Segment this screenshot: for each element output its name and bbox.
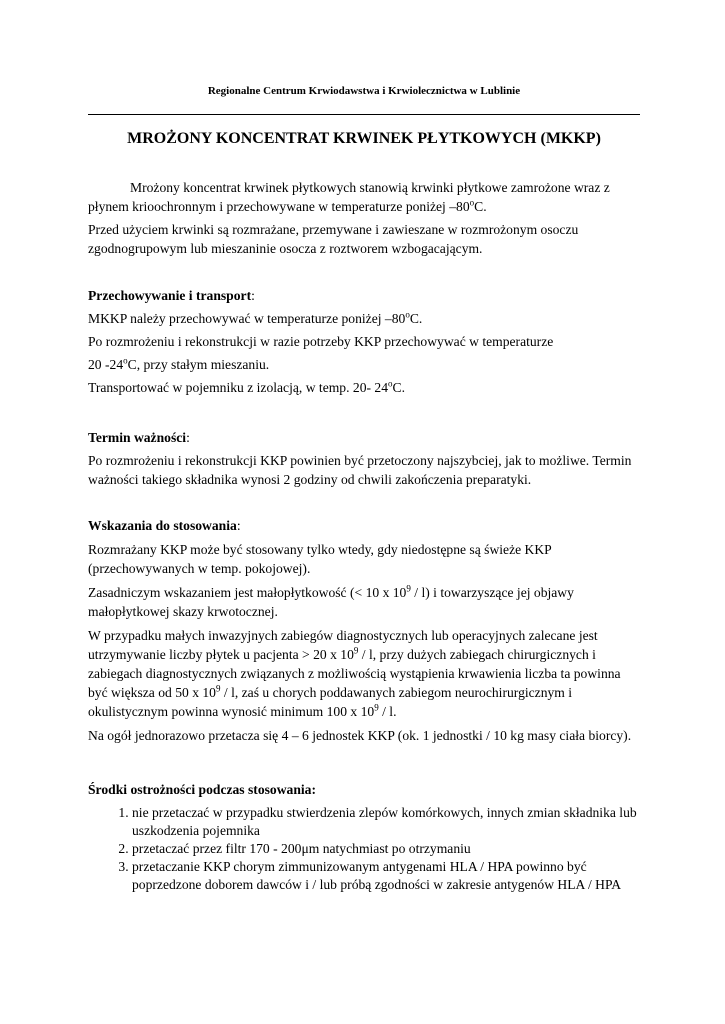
storage-line-4: Transportować w pojemniku z izolacją, w temp. 20- 24$^o$C. [88,378,405,395]
expiry-section [88,428,640,489]
storage-line-1: MKKP należy przechowywać w temperaturze poniżej –80$^o$C. [88,309,423,326]
precautions-list [88,804,640,894]
indications-section [88,516,640,745]
storage-heading: Przechowywanie i transport: [88,288,255,303]
page-title: MROŻONY KONCENTRAT KRWINEK PŁYTKOWYCH (MKKP) [127,130,601,147]
storage-line-2: Po rozmrożeniu i rekonstrukcji w razie potrzeby KKP przechowywać w temperaturze [88,334,554,349]
indications-paragraph-3: W przypadku małych inwazyjnych zabiegów diagnostycznych lub operacyjnych zalecane jest utrzymywanie liczby płytek u pacjenta > 20 x $10^9$ / l, przy dużych zabiegach chirurgicznych i zabiegach diagnostycznych związanych z możliwością wystąpienia krwawienia liczba ta powinna być większa od 50 x $10^9$ / l, zaś u chorych poddawanych zabiegom neurochirurgicznym i okulistycznym powinna wynosić minimum 100 x $10^9$ / l. [88,628,621,719]
indications-heading: Wskazania do stosowania: [88,518,241,533]
storage-section [88,286,640,397]
list-item: 2. przetaczać przez filtr 170 - 200μm natychmiast po otrzymaniu [132,840,640,858]
storage-line-3: 20 -24$^o$C, przy stałym mieszaniu. [88,355,270,372]
precautions-section [88,780,640,894]
header-divider [88,114,640,115]
indications-paragraph-2: Zasadniczym wskazaniem jest małopłytkowość (< 10 x $10^9 / l$) i towarzyszące jej objawy małopłytkowej skazy krwotocznej. [88,583,574,619]
intro-paragraph-1: Mrożony koncentrat krwinek płytkowych stanowią krwinki płytkowe zamrożone wraz z płynem krioochronnym i przechowywane w temperaturze poniżej –80$^o$C. [88,180,610,214]
indications-paragraph-4: Na ogół jednorazowo przetacza się 4 – 6 jednostek KKP (ok. 1 jednostki / 10 kg masy ciała biorcy). [88,728,632,743]
list-item: 3. przetaczanie KKP chorym zimmunizowanym antygenami HLA / HPA powinno być poprzedzone doborem dawców i / lub próbą zgodności w zakresie antygenów HLA / HPA [132,858,640,894]
indications-paragraph-1: Rozmrażany KKP może być stosowany tylko wtedy, gdy niedostępne są świeże KKP (przechowywanych w temp. pokojowej). [88,542,552,576]
document-header: Regionalne Centrum Krwiodawstwa i Krwiolecznictwa w Lublinie [207,85,521,97]
expiry-text: Po rozmrożeniu i rekonstrukcji KKP powinien być przetoczony najszybciej, jak to możliwe. Termin ważności takiego składnika wynosi 2 godziny od chwili zakończenia preparatyki. [88,453,632,487]
intro-paragraph-2: Przed użyciem krwinki są rozmrażane, przemywane i zawieszane w rozmrożonym osoczu zgodnogrupowym lub mieszaninie osocza z roztworem wzbogacającym. [88,222,579,256]
list-item: 1. nie przetaczać w przypadku stwierdzenia zlepów komórkowych, innych zmian składnika lub uszkodzenia pojemnika [132,804,640,840]
intro-section [88,178,640,258]
expiry-heading: Termin ważności: [88,430,190,445]
precautions-heading: Środki ostrożności podczas stosowania: [88,782,316,797]
